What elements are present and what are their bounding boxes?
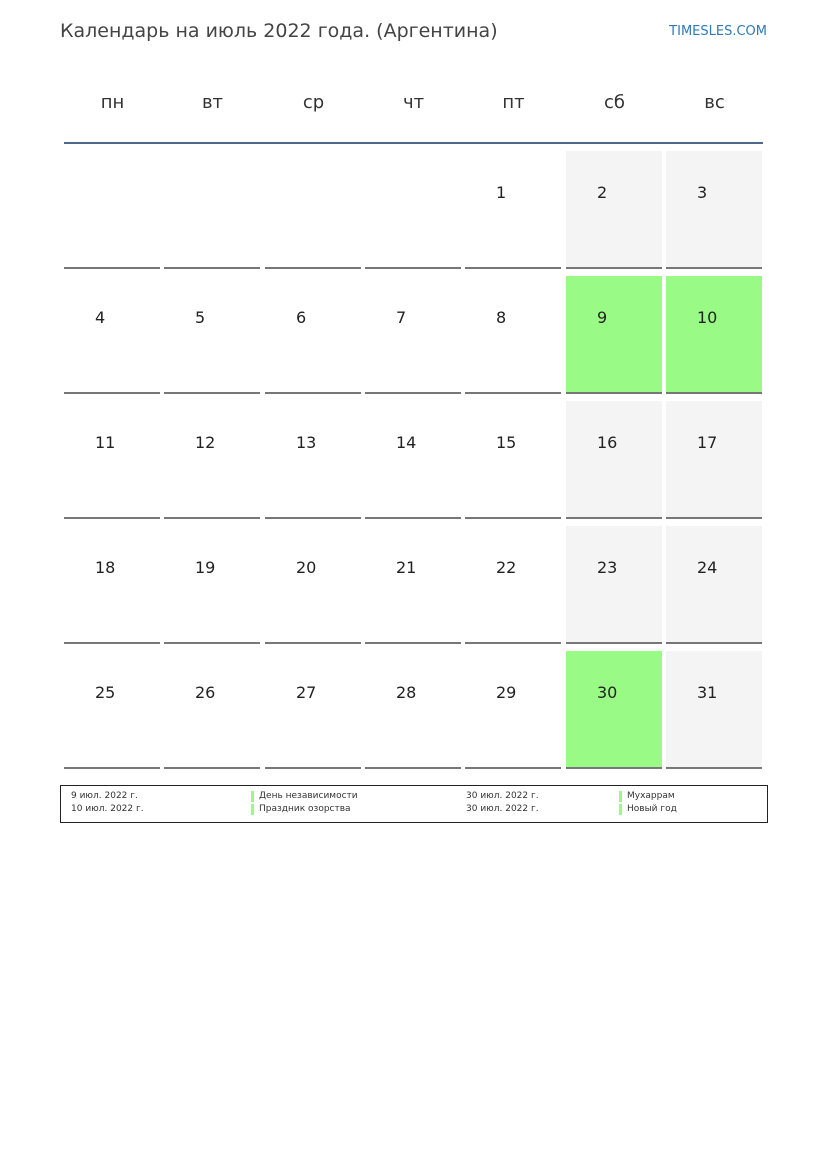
day-number: 4 [95, 308, 106, 327]
day-number: 29 [496, 683, 517, 702]
day-number: 5 [195, 308, 206, 327]
weekday-thu: чт [402, 92, 425, 113]
legend-color-marker [251, 791, 254, 802]
header-divider [64, 142, 763, 144]
day-cell [566, 276, 662, 394]
weekday-mon: пн [100, 92, 125, 113]
site-link[interactable]: TIMESLES.COM [669, 24, 767, 39]
legend-date: 9 июл. 2022 г. [71, 791, 138, 801]
day-cell [465, 276, 561, 394]
day-number: 17 [697, 433, 718, 452]
day-number: 16 [597, 433, 618, 452]
day-number: 3 [697, 183, 708, 202]
holiday-legend [60, 785, 768, 823]
day-cell [365, 526, 461, 644]
day-cell [265, 526, 361, 644]
day-cell [566, 401, 662, 519]
day-cell [265, 651, 361, 769]
legend-holiday-name: Праздник озорства [259, 804, 351, 814]
day-cell [164, 526, 260, 644]
legend-holiday-name: День независимости [259, 791, 358, 801]
page-title: Календарь на июль 2022 года. (Аргентина) [60, 20, 498, 42]
empty-day-cell [265, 151, 361, 269]
day-cell [465, 151, 561, 269]
day-number: 7 [396, 308, 407, 327]
day-cell [566, 526, 662, 644]
day-number: 8 [496, 308, 507, 327]
legend-color-marker [619, 804, 622, 815]
day-cell [265, 401, 361, 519]
day-number: 31 [697, 683, 718, 702]
empty-day-cell [64, 151, 160, 269]
day-number: 6 [296, 308, 307, 327]
day-cell [365, 276, 461, 394]
day-number: 12 [195, 433, 216, 452]
day-cell [666, 651, 762, 769]
day-number: 23 [597, 558, 618, 577]
weekday-sat: сб [604, 92, 625, 113]
day-number: 13 [296, 433, 317, 452]
day-number: 2 [597, 183, 608, 202]
legend-color-marker [251, 804, 254, 815]
day-number: 28 [396, 683, 417, 702]
day-number: 1 [496, 183, 507, 202]
day-number: 24 [697, 558, 718, 577]
day-cell [365, 401, 461, 519]
day-cell [164, 651, 260, 769]
day-cell [465, 526, 561, 644]
legend-date: 30 июл. 2022 г. [466, 804, 539, 814]
day-cell [64, 276, 160, 394]
empty-day-cell [164, 151, 260, 269]
day-number: 27 [296, 683, 317, 702]
day-number: 14 [396, 433, 417, 452]
day-cell [64, 651, 160, 769]
empty-day-cell [365, 151, 461, 269]
day-cell [666, 526, 762, 644]
day-number: 15 [496, 433, 517, 452]
day-number: 22 [496, 558, 517, 577]
day-cell [566, 651, 662, 769]
day-cell [465, 651, 561, 769]
day-cell [465, 401, 561, 519]
weekday-fri: пт [502, 92, 525, 113]
weekday-wed: ср [302, 92, 325, 113]
weekday-tue: вт [201, 92, 224, 113]
day-number: 20 [296, 558, 317, 577]
day-cell [566, 151, 662, 269]
legend-holiday-name: Новый год [627, 804, 677, 814]
day-number: 9 [597, 308, 608, 327]
day-number: 10 [697, 308, 718, 327]
legend-holiday-name: Мухаррам [627, 791, 675, 801]
day-cell [64, 401, 160, 519]
day-number: 25 [95, 683, 116, 702]
day-number: 21 [396, 558, 417, 577]
day-cell [64, 526, 160, 644]
day-cell [365, 651, 461, 769]
day-number: 11 [95, 433, 116, 452]
legend-date: 10 июл. 2022 г. [71, 804, 144, 814]
weekday-sun: вс [704, 92, 725, 113]
day-cell [164, 276, 260, 394]
day-cell [265, 276, 361, 394]
day-cell [666, 401, 762, 519]
day-number: 19 [195, 558, 216, 577]
day-number: 26 [195, 683, 216, 702]
day-number: 18 [95, 558, 116, 577]
day-cell [666, 276, 762, 394]
day-cell [164, 401, 260, 519]
legend-date: 30 июл. 2022 г. [466, 791, 539, 801]
day-cell [666, 151, 762, 269]
day-number: 30 [597, 683, 618, 702]
legend-color-marker [619, 791, 622, 802]
